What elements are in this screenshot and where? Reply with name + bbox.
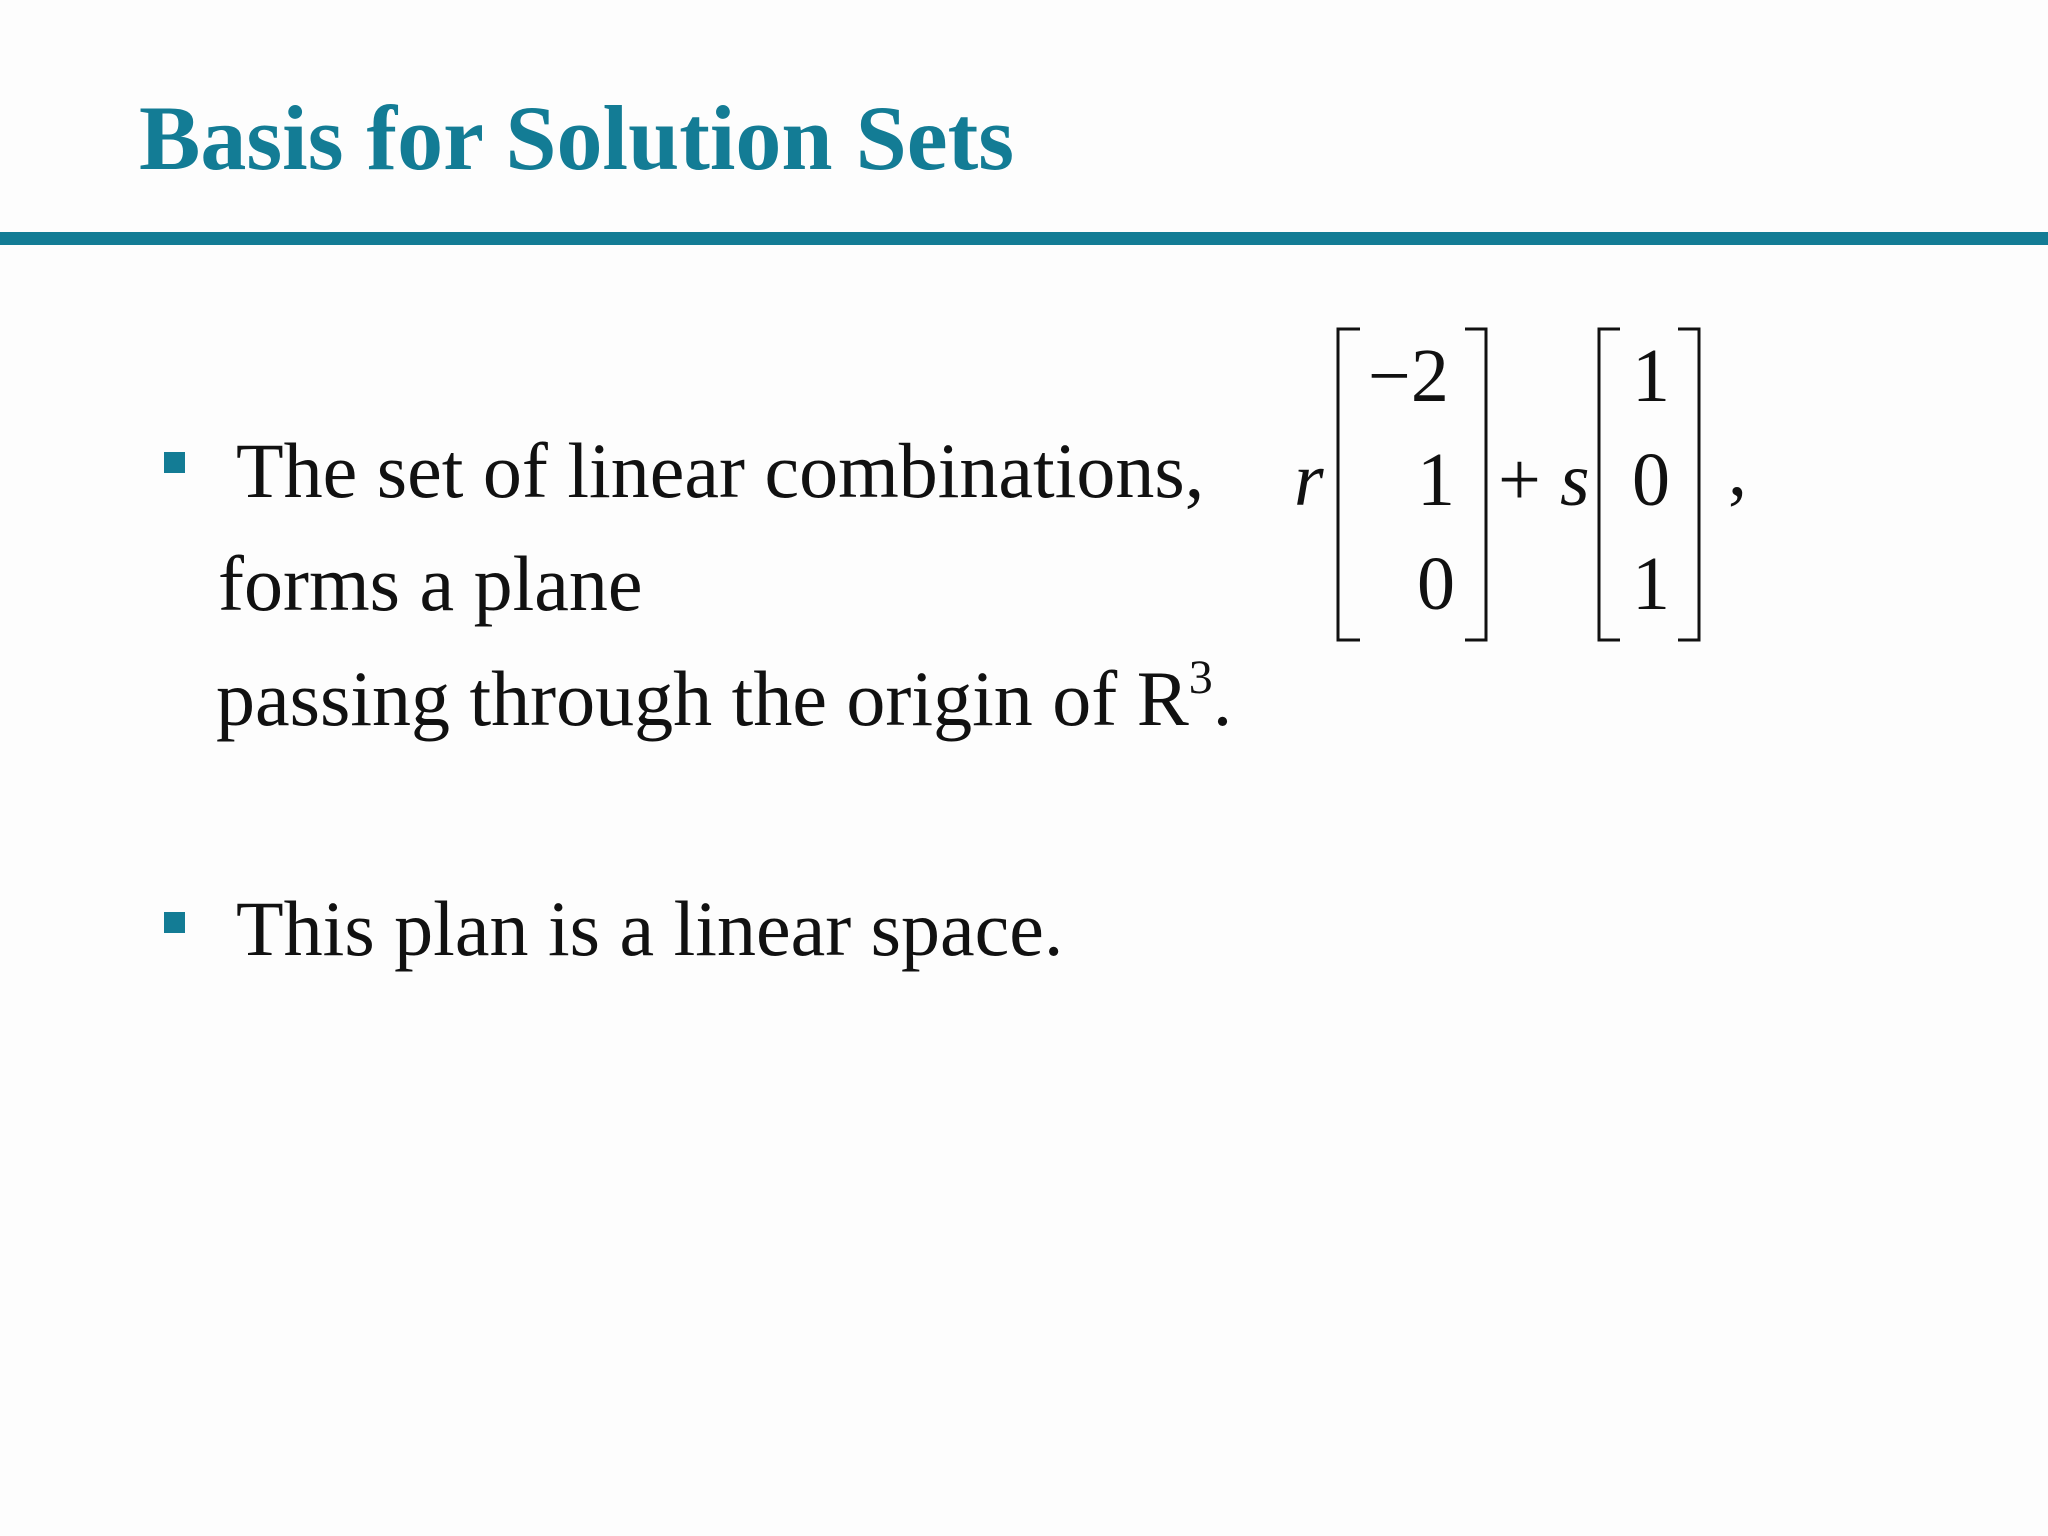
plus-sign: + — [1498, 438, 1541, 522]
bullet-marker-1 — [164, 452, 185, 473]
vector1-left-bracket — [1338, 329, 1345, 640]
vector1-entry-2: 1 — [1417, 438, 1455, 522]
vector1-entry-1: −2 — [1368, 334, 1449, 418]
bullet-1-line-3-period: . — [1212, 655, 1233, 742]
vector2-right-bracket — [1693, 329, 1699, 640]
exponent: 3 — [1188, 651, 1213, 704]
bullet-1-line-1: The set of linear combinations, — [236, 427, 1205, 514]
coefficient-s: s — [1560, 438, 1590, 522]
bullet-marker-2 — [164, 912, 185, 933]
title-divider — [0, 232, 2048, 245]
vector2-entry-2: 0 — [1632, 438, 1670, 522]
trailing-comma: , — [1728, 428, 1747, 512]
bullet-1-line-2: forms a plane — [218, 540, 643, 627]
vector-equation — [1280, 324, 1760, 654]
coefficient-r: r — [1294, 438, 1324, 522]
slide-title: Basis for Solution Sets — [139, 87, 1015, 189]
vector2-left-bracket — [1599, 329, 1605, 640]
bullet-1-line-3 — [216, 651, 1233, 742]
bullet-2-line-1: This plan is a linear space. — [236, 885, 1064, 972]
vector1-entry-3: 0 — [1417, 542, 1455, 626]
vector2-entry-1: 1 — [1632, 334, 1670, 418]
vector1-right-bracket — [1480, 329, 1486, 640]
bullet-1-line-3-text: passing through the origin of R — [216, 655, 1189, 742]
vector2-entry-3: 1 — [1632, 542, 1670, 626]
